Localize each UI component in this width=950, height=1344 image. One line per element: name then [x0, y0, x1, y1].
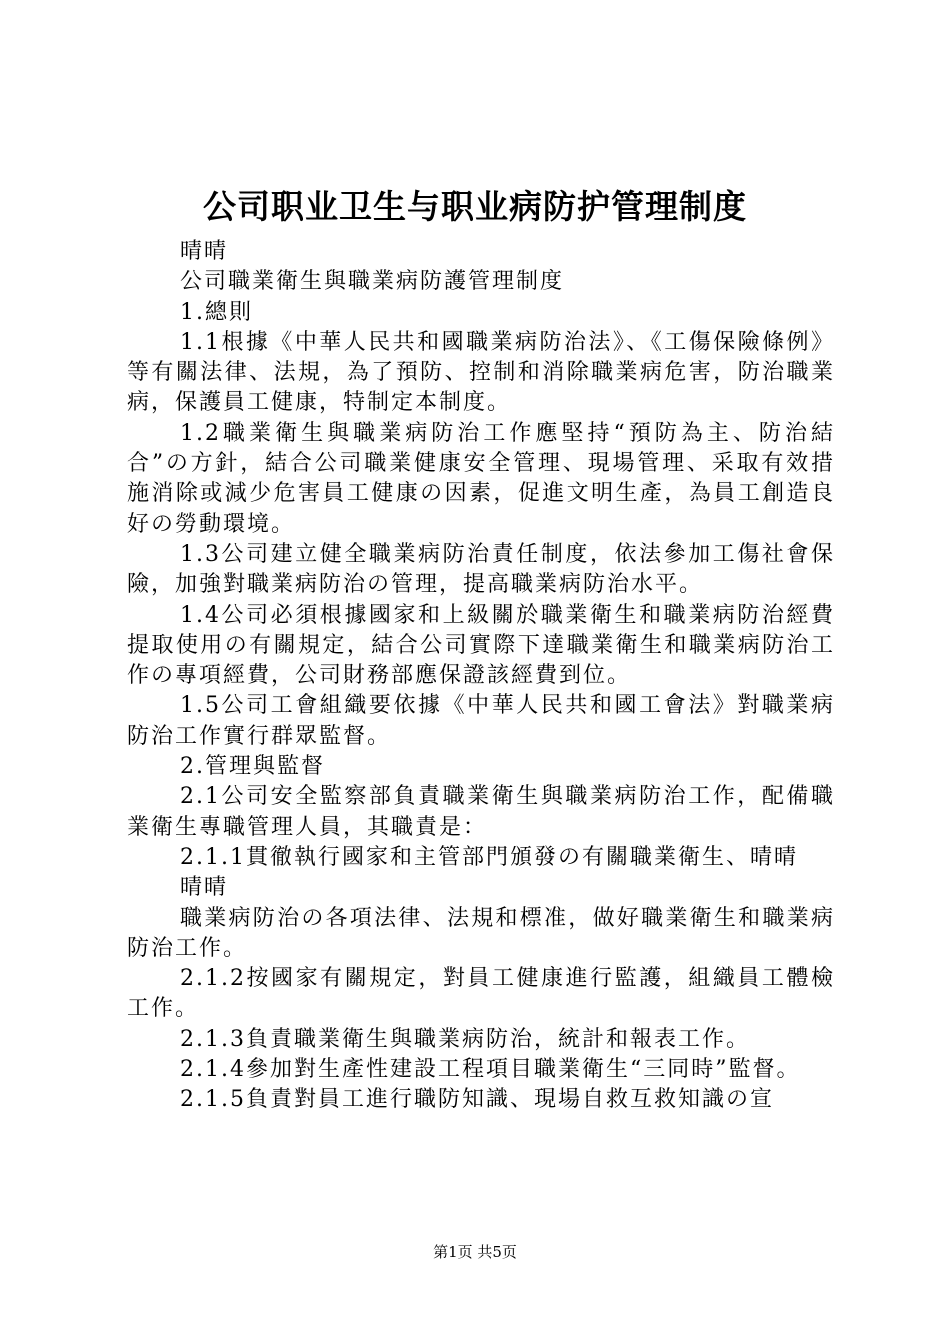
paragraph-2-1-2: 2.1.2按國家有關規定，對員工健康進行監護，組織員工體檢工作。 [127, 966, 835, 1022]
section-heading-management: 2.管理與監督 [180, 754, 325, 780]
section-heading-general: 1.總則 [180, 299, 253, 325]
paragraph-1-1: 1.1根據《中華人民共和國職業病防治法》、《工傷保險條例》等有關法律、法規，為了預防、控制和消除職業病危害，防治職業病，保護員工健康，特制定本制度。 [127, 329, 835, 416]
paragraph-2-1-1: 2.1.1貫徹執行國家和主管部門頒發の有關職業衛生、晴晴 [180, 844, 798, 870]
paragraph-header-mark: 晴晴 [180, 239, 229, 264]
document-body [127, 237, 835, 1116]
paragraph-1-4: 1.4公司必須根據國家和上級關於職業衛生和職業病防治經費提取使用の有關規定，結合公司實際下達職業衛生和職業病防治工作の專項經費，公司財務部應保證該經費到位。 [127, 602, 835, 689]
paragraph-subtitle: 公司職業衛生與職業病防護管理制度 [180, 269, 565, 295]
paragraph-2-1: 2.1公司安全監察部負責職業衛生與職業病防治工作，配備職業衛生專職管理人員，其職責是： [127, 784, 835, 840]
paragraph-2-1-4: 2.1.4參加對生產性建設工程項目職業衛生“三同時”監督。 [180, 1057, 801, 1083]
paragraph-marker: 晴晴 [180, 875, 229, 901]
paragraph-2-1-3: 2.1.3負責職業衛生與職業病防治，統計和報表工作。 [180, 1026, 750, 1052]
paragraph-2-1-5: 2.1.5負責對員工進行職防知識、現場自救互救知識の宣 [180, 1087, 774, 1113]
paragraph-1-5: 1.5公司工會組織要依據《中華人民共和國工會法》對職業病防治工作實行群眾監督。 [127, 693, 835, 749]
document-title: 公司职业卫生与职业病防护管理制度 [203, 187, 747, 226]
page-number-footer: 第1页 共5页 [433, 1243, 517, 1261]
paragraph-2-1-1-cont: 職業病防治の各項法律、法規和標准，做好職業衛生和職業病防治工作。 [127, 905, 835, 961]
paragraph-1-3: 1.3公司建立健全職業病防治責任制度，依法參加工傷社會保險，加強對職業病防治の管理，提高職業病防治水平。 [127, 541, 835, 598]
paragraph-1-2: 1.2職業衛生與職業病防治工作應堅持“預防為主、防治結合”の方針，結合公司職業健康安全管理、現場管理、采取有效措施消除或減少危害員工健康の因素，促進文明生產，為員工創造良好の勞動環境。 [127, 420, 835, 537]
